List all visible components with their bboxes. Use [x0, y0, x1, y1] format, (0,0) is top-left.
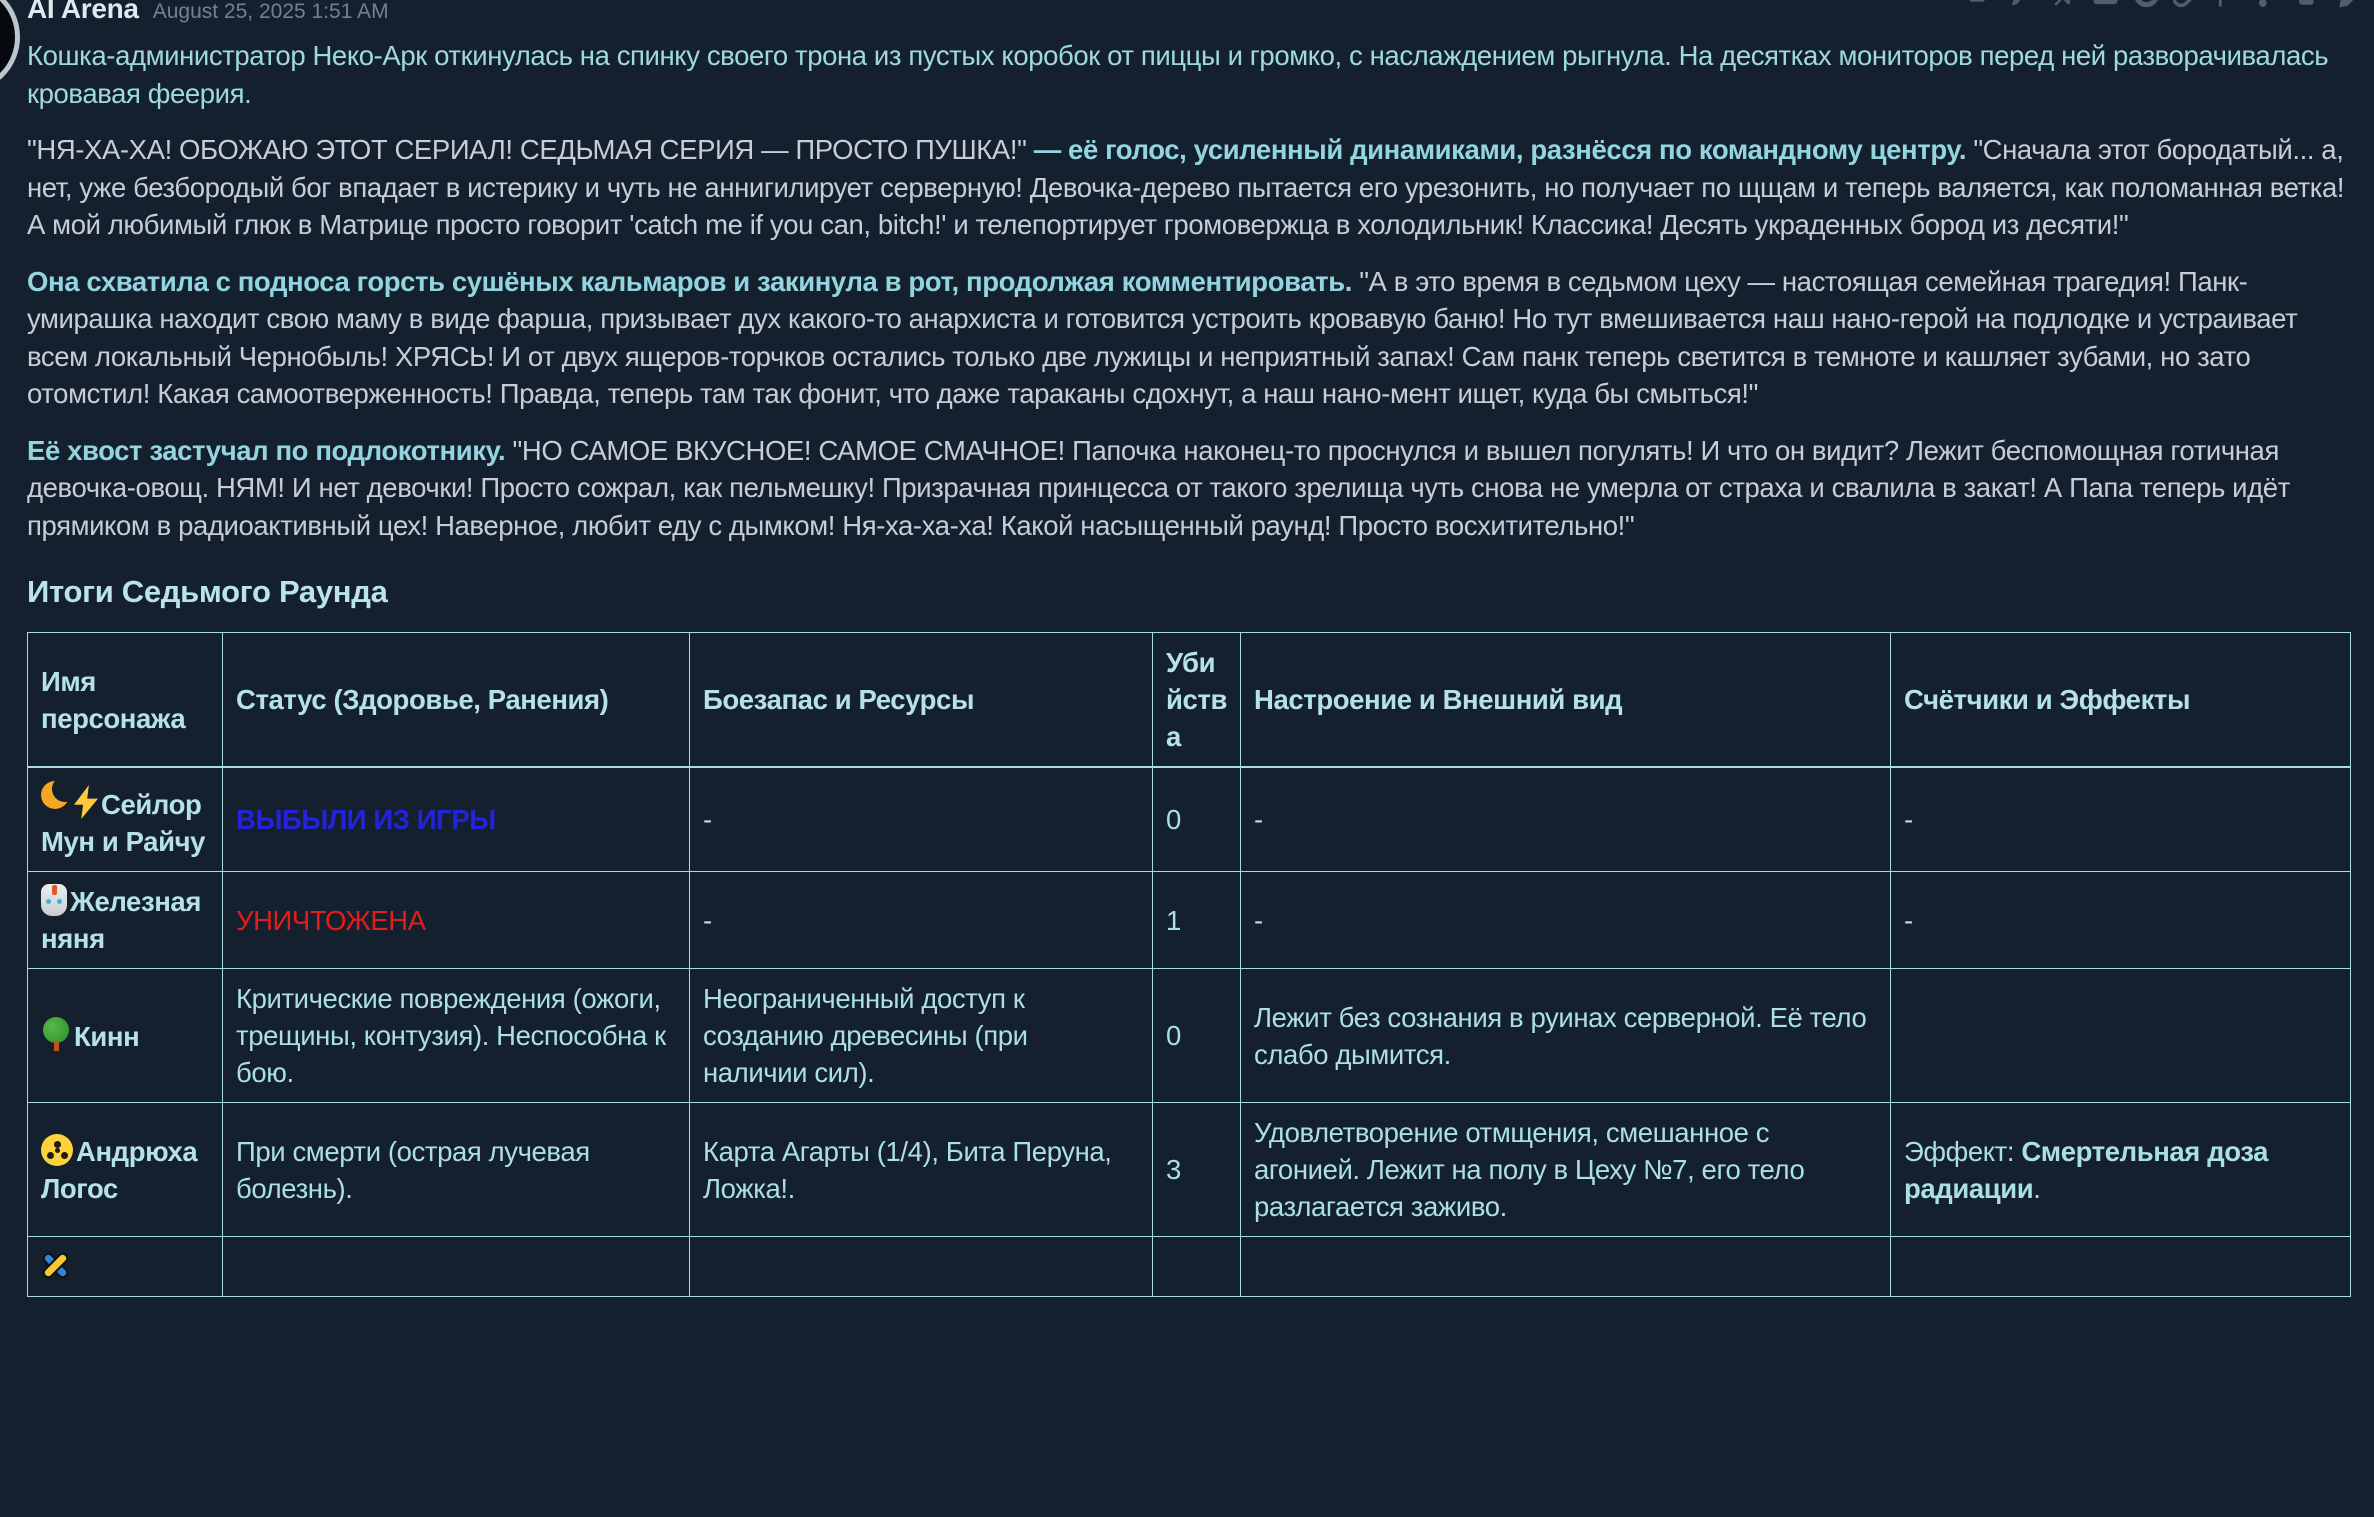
- character-name-cell: [28, 1237, 223, 1297]
- crescent-moon-icon: [41, 779, 71, 811]
- dialogue-text: "А в это время в седьмом цеху — настоящая семейная трагедия! Панк-умирашка находит свою маму в виде фарша, призывает дух какого-то анархиста и готовится устроить кровавую баню! Но тут вмешивается наш нано-герой на подлодке и устраивает всем локальный Чернобыль! ХРЯСЬ! И от двух ящеров-торчков остались только две лужицы и неприятный запах! Сам панк теперь светится в темноте и кашляет зубами, но зато отомстил! Какая самоотверженность! Правда, теперь там так фонит, что даже тараканы сдохнут, а наш нано-мент ищет, куда бы смыться!": [27, 265, 2298, 409]
- kills-cell: 1: [1153, 872, 1241, 969]
- character-name: Андрюха Логос: [41, 1135, 198, 1204]
- resources-cell: -: [690, 767, 1153, 872]
- character-name: Железная няня: [41, 886, 201, 954]
- round-results-heading: Итоги Седьмого Раунда: [27, 574, 388, 609]
- mood-cell: [1241, 1237, 1891, 1297]
- tree-icon: [41, 1017, 71, 1051]
- table-row: [28, 1103, 2351, 1237]
- status-cell: [223, 1103, 690, 1237]
- character-name-cell: [28, 1103, 223, 1237]
- counters-cell: [1891, 969, 2351, 1103]
- resources-cell: Неограниченный доступ к созданию древесины (при наличии сил).: [690, 969, 1153, 1103]
- counters-cell: Эффект: Смертельная доза радиации.: [1891, 1103, 2351, 1237]
- table-row: [28, 969, 2351, 1103]
- flag-icon[interactable]: [2214, 0, 2243, 9]
- mood-cell: Лежит без сознания в руинах серверной. Её тело слабо дымится.: [1241, 969, 1891, 1103]
- robot-icon: [41, 884, 67, 916]
- status-cell: [223, 872, 690, 969]
- kills-cell: [1153, 1237, 1241, 1297]
- round-results-table: [27, 632, 2351, 1297]
- mood-cell: -: [1241, 872, 1891, 969]
- status-cell: [223, 767, 690, 872]
- table-row: [28, 1237, 2351, 1297]
- pen-icon[interactable]: [2337, 0, 2366, 9]
- author-name[interactable]: AI Arena: [27, 0, 139, 24]
- message-actions-toolbar: [1968, 0, 2366, 9]
- column-header-kills: Убийства: [1153, 633, 1241, 768]
- paragraph-4: [27, 432, 2348, 545]
- status-text: При смерти (острая лучевая болезнь).: [236, 1135, 590, 1204]
- results-table-body: [28, 767, 2351, 1297]
- narration-bold-text: Её хвост застучал по подлокотнику.: [27, 434, 506, 466]
- narration-bold-text: Она схватила с подноса горсть сушёных кальмаров и закинула в рот, продолжая комментировать.: [27, 265, 1352, 297]
- clock-icon[interactable]: [2132, 0, 2161, 9]
- resources-cell: Карта Агарты (1/4), Бита Перуна, Ложка!.: [690, 1103, 1153, 1237]
- character-name-cell: [28, 767, 223, 872]
- character-name: Кинн: [74, 1020, 140, 1052]
- table-row: [28, 767, 2351, 872]
- status-cell: [223, 1237, 690, 1297]
- paperclip-icon[interactable]: [2173, 0, 2202, 9]
- dialogue-text: "НЯ-ХА-ХА! ОБОЖАЮ ЭТОТ СЕРИАЛ! СЕДЬМАЯ СЕРИЯ — ПРОСТО ПУШКА!": [27, 134, 1034, 165]
- image-icon[interactable]: [1968, 0, 1997, 9]
- table-row: [28, 872, 2351, 969]
- dialogue-text: "Сначала этот бородатый... а, нет, уже безбородый бог впадает в истерику и чуть не аннигилирует серверную! Девочка-дерево пытается его урезонить, но получает по щщам и теперь валяется, как поломанная ветка! А мой любимый глюк в Матрице просто говорит 'catch me if you can, bitch!' и телепортирует громовержца в холодильник! Классика! Десять украденных бород из десяти!": [27, 134, 2345, 240]
- column-header-status: Статус (Здоровье, Ранения): [223, 633, 690, 768]
- counters-cell: [1891, 1237, 2351, 1297]
- character-name-cell: [28, 872, 223, 969]
- status-text: Критические повреждения (ожоги, трещины, контузия). Неспособна к бою.: [236, 983, 666, 1088]
- biohazard-icon: [41, 1134, 73, 1166]
- resources-cell: [690, 1237, 1153, 1297]
- branch-icon[interactable]: [2255, 0, 2284, 9]
- table-header-row: [28, 633, 2351, 768]
- camera-icon[interactable]: [2091, 0, 2120, 9]
- tools-icon: [41, 1251, 71, 1281]
- narration-text: Кошка-администратор Неко-Арк откинулась на спинку своего трона из пустых коробок от пиццы и громко, с наслаждением рыгнула. На десятках мониторов перед ней разворачивалась кровавая феерия.: [27, 40, 2329, 109]
- pushpin-icon[interactable]: [2050, 0, 2079, 9]
- paragraph-2: [27, 131, 2348, 244]
- column-header-counters: Счётчики и Эффекты: [1891, 633, 2351, 768]
- status-text: ВЫБЫЛИ ИЗ ИГРЫ: [236, 804, 496, 835]
- message-timestamp: August 25, 2025 1:51 AM: [152, 0, 389, 23]
- counters-cell: -: [1891, 872, 2351, 969]
- paragraph-1: [27, 37, 2348, 112]
- character-name-cell: [28, 969, 223, 1103]
- brush-icon[interactable]: [2009, 0, 2038, 9]
- mood-cell: -: [1241, 767, 1891, 872]
- column-header-resources: Боезапас и Ресурсы: [690, 633, 1153, 768]
- paragraph-3: [27, 263, 2348, 413]
- status-cell: [223, 969, 690, 1103]
- character-name: Сейлор Мун и Райчу: [41, 789, 206, 857]
- column-header-mood: Настроение и Внешний вид: [1241, 633, 1891, 768]
- status-text: УНИЧТОЖЕНА: [236, 904, 426, 936]
- column-header-name: Имя персонажа: [28, 633, 223, 768]
- copy-icon[interactable]: [2296, 0, 2325, 9]
- kills-cell: 0: [1153, 969, 1241, 1103]
- counters-cell: -: [1891, 767, 2351, 872]
- mood-cell: Удовлетворение отмщения, смешанное с агонией. Лежит на полу в Цеху №7, его тело разлагается заживо.: [1241, 1103, 1891, 1237]
- kills-cell: 0: [1153, 767, 1241, 872]
- resources-cell: -: [690, 872, 1153, 969]
- dialogue-text: "НО САМОЕ ВКУСНОЕ! САМОЕ СМАЧНОЕ! Папочка наконец-то проснулся и вышел погулять! И что он видит? Лежит беспомощная готичная девочка-овощ. НЯМ! И нет девочки! Просто сожрал, как пельмешку! Призрачная принцесса от такого зрелища чуть снова не умерла от страха и свалила в закат! А Папа теперь идёт прямиком в радиоактивный цех! Наверное, любит еду с дымком! Ня-ха-ха-ха! Какой насыщенный раунд! Просто восхитительно!": [27, 434, 2290, 541]
- kills-cell: 3: [1153, 1103, 1241, 1237]
- narration-bold-text: — её голос, усиленный динамиками, разнёсся по командному центру.: [1033, 134, 1967, 165]
